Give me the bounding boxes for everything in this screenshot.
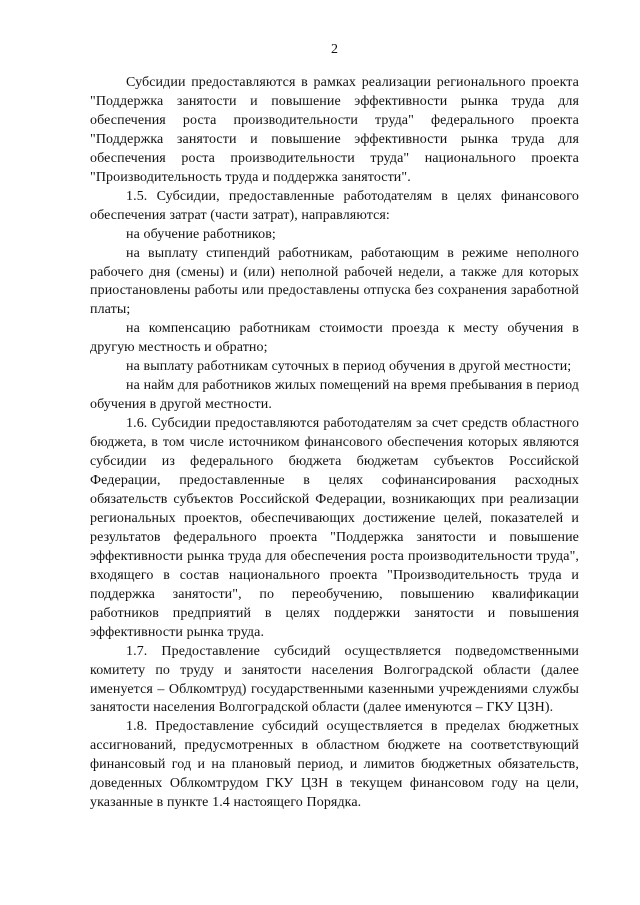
paragraph-1-5: 1.5. Субсидии, предоставленные работодателям в целях финансового обеспечения затрат (части затрат), направляются: (90, 188, 579, 223)
page-number: 2 (331, 42, 338, 57)
list-item-stipends: на выплату стипендий работникам, работающим в режиме неполного рабочего дня (смены) и (или) неполной рабочей недели, а также для которых приостановлены работы или предоставлены отпуска без сохранения заработной платы; (90, 245, 579, 318)
paragraph-1-6: 1.6. Субсидии предоставляются работодателям за счет средств областного бюджета, в том числе источником финансового обеспечения которых являются субсидии из федерального бюджета бюджетам субъектов Российской Федерации, предоставленные в целях софинансирования расходных обязательств субъектов Российской Федерации, возникающих при реализации региональных проектов, обеспечивающих достижение целей, показателей и результатов федерального проекта "Поддержка занятости и повышение эффективности рынка труда для обеспечения роста производительности труда", входящего в состав национального проекта "Производительность труда и поддержка занятости", по переобучению, повышению квалификации работников предприятий в целях поддержки занятости и повышения эффективности рынка труда. (90, 416, 579, 640)
list-item-daily-allowance: на выплату работникам суточных в период обучения в другой местности; (126, 359, 572, 375)
list-item-training: на обучение работников; (126, 226, 276, 242)
list-item-housing-rent: на найм для работников жилых помещений на время пребывания в период обучения в другой местности. (90, 378, 579, 413)
paragraph-project-intro: Субсидии предоставляются в рамках реализации регионального проекта "Поддержка занятости и повышение эффективности рынка труда для обеспечения роста производительности труда" федерального проекта "Поддержка занятости и повышение эффективности рынка труда для обеспечения роста производительности труда" национального проекта "Производительность труда и поддержка занятости". (90, 75, 579, 185)
paragraph-1-8: 1.8. Предоставление субсидий осуществляется в пределах бюджетных ассигнований, предусмотренных в областном бюджете на соответствующий финансовый год и на плановый период, и лимитов бюджетных обязательств, доведенных Облкомтрудом ГКУ ЦЗН в текущем финансовом году на цели, указанные в пункте 1.4 настоящего Порядка. (90, 719, 579, 811)
list-item-travel-compensation: на компенсацию работникам стоимости проезда к месту обучения в другую местность и обратно; (90, 321, 579, 356)
paragraph-1-7: 1.7. Предоставление субсидий осуществляется подведомственными комитету по труду и занятости населения Волгоградской области (далее именуется – Облкомтруд) государственными казенными учреждениями службы занятости населения Волгоградской области (далее именуются – ГКУ ЦЗН). (90, 643, 579, 716)
